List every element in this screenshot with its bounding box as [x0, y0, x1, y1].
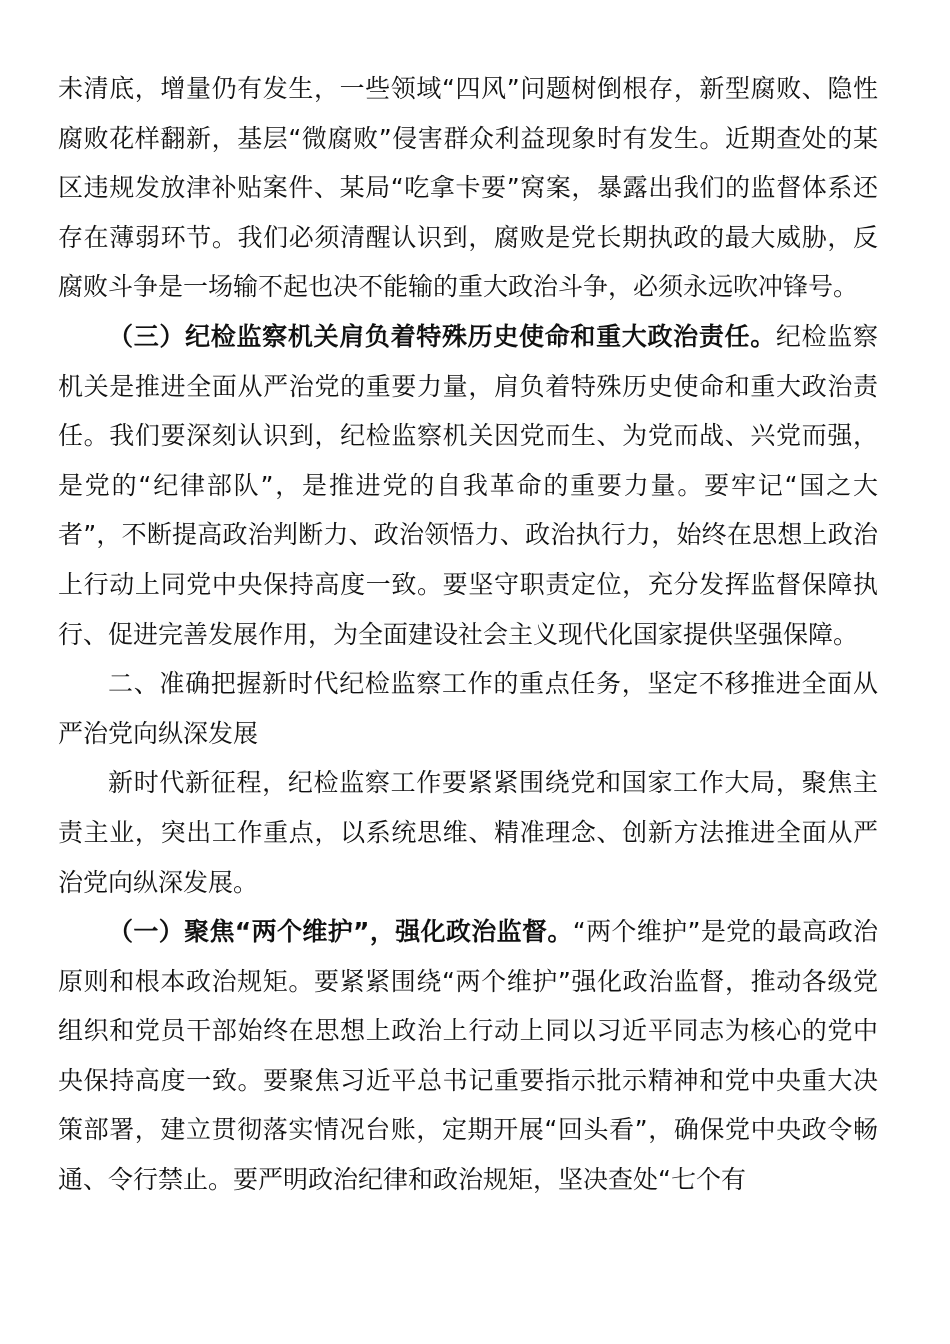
- paragraph-text: “两个维护”是党的最高政治原则和根本政治规矩。要紧紧围绕“两个维护”强化政治监督，推动各级党组织和党员干部始终在思想上政治上行动上同以习近平同志为核心的党中央保持高度一致。要聚焦习近平总书记重要指示批示精神和党中央重大决策部署，建立贯彻落实情况台账，定期开展“回头看”，确保党中央政令畅通、令行禁止。要严明政治纪律和政治规矩，坚决查处“七个有: [58, 917, 878, 1195]
- body-paragraph-intro: [58, 758, 878, 907]
- section-heading-1: （一）聚焦“两个维护”，强化政治监督。: [108, 917, 573, 947]
- document-body: [58, 64, 878, 1205]
- paragraph-text: 未清底，增量仍有发生，一些领域“四风”问题树倒根存，新型腐败、隐性腐败花样翻新，基层“微腐败”侵害群众利益现象时有发生。近期查处的某区违规发放津补贴案件、某局“吃拿卡要”窝案，暴露出我们的监督体系还存在薄弱环节。我们必须清醒认识到，腐败是党长期执政的最大威胁，反腐败斗争是一场输不起也决不能输的重大政治斗争，必须永远吹冲锋号。: [58, 74, 878, 302]
- body-paragraph-section-3: [58, 312, 878, 659]
- paragraph-text: 新时代新征程，纪检监察工作要紧紧围绕党和国家工作大局，聚焦主责主业，突出工作重点，以系统思维、精准理念、创新方法推进全面从严治党向纵深发展。: [58, 768, 878, 897]
- paragraph-text: 纪检监察机关是推进全面从严治党的重要力量，肩负着特殊历史使命和重大政治责任。我们要深刻认识到，纪检监察机关因党而生、为党而战、兴党而强，是党的“纪律部队”，是推进党的自我革命的重要力量。要牢记“国之大者”，不断提高政治判断力、政治领悟力、政治执行力，始终在思想上政治上行动上同党中央保持高度一致。要坚守职责定位，充分发挥监督保障执行、促进完善发展作用，为全面建设社会主义现代化国家提供坚强保障。: [58, 321, 878, 649]
- body-paragraph-section-1: [58, 907, 878, 1205]
- section-heading-3: （三）纪检监察机关肩负着特殊历史使命和重大政治责任。: [108, 321, 776, 351]
- body-paragraph-continued: [58, 64, 878, 312]
- chapter-heading-text: 二、准确把握新时代纪检监察工作的重点任务，坚定不移推进全面从严治党向纵深发展: [58, 669, 878, 748]
- chapter-heading-2: [58, 659, 878, 758]
